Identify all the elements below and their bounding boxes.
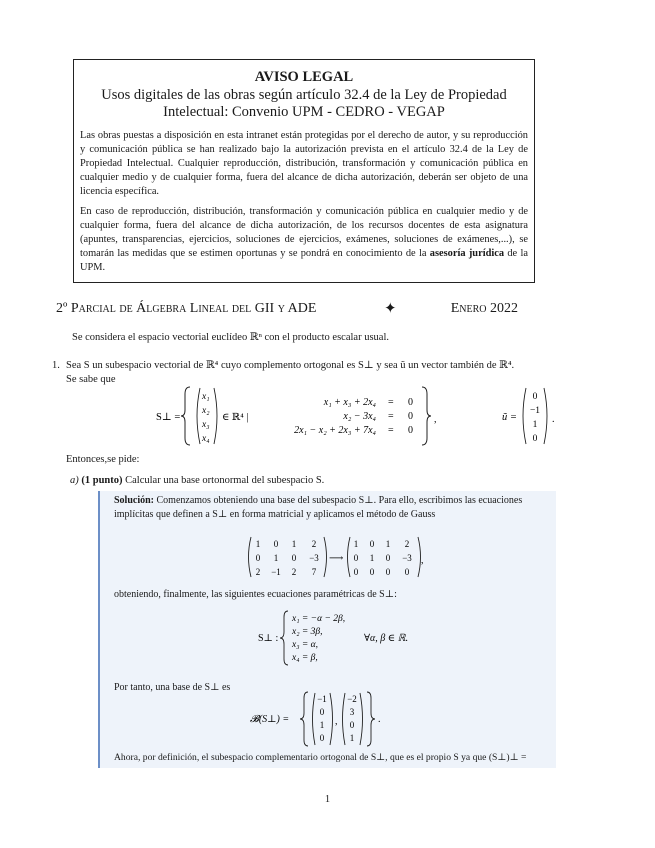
mb-r2c3: 0 [385,553,391,563]
solution-box [98,491,556,768]
basis-v1-2: 0 [319,707,325,717]
svg-text:,: , [335,716,338,727]
mb-r2c4: −3 [402,553,412,563]
star-ornament-icon: ✦ [384,301,397,317]
legal-notice-box [73,59,535,283]
gauss-arrow: ⟶ [329,553,344,564]
ma-r1c1: 1 [255,539,261,549]
equation-1-lhs: x₁ + x₃ + 2x₄ [323,397,376,408]
set-definition-formula [150,384,490,448]
equation-2-rhs: 0 [408,411,413,422]
ma-r3c4: 7 [311,567,317,577]
parametric-equations [258,608,418,668]
ma-r1c4: 2 [311,539,317,549]
mb-r3c4: 0 [404,567,410,577]
mb-r1c3: 1 [385,539,391,549]
basis-label: 𝓑(S⊥) = [250,714,290,725]
intro-text: Se considera el espacio vectorial euclídeo ℝⁿ con el producto escalar usual. [72,332,389,343]
u-value-4: 0 [532,434,538,444]
gauss-matrices [246,535,426,579]
ma-r3c1: 2 [255,567,261,577]
solution-line4: Por tanto, una base de S⊥ es [114,682,231,693]
mb-r1c1: 1 [353,539,359,549]
equation-3-lhs: 2x₁ − x₂ + 2x₃ + 7x₄ [294,425,376,436]
notice-title: AVISO LEGAL [254,69,354,85]
param-eq-2: x₂ = 3β, [292,627,323,637]
basis-v2-3: 0 [349,720,355,730]
ma-r2c3: 0 [291,553,297,563]
basis-v1-3: 1 [319,720,325,730]
equation-3-rhs: 0 [408,425,413,436]
exam-date: Enero 2022 [450,301,518,316]
u-value-2: −1 [529,406,541,416]
u-label: ũ = [502,412,517,423]
solution-line3: obteniendo, finalmente, las siguientes ecuaciones paramétricas de S⊥: [114,589,397,600]
ma-r3c3: 2 [291,567,297,577]
mb-r1c2: 0 [369,539,375,549]
problem-number: 1. [52,360,60,371]
u-vector-formula [502,384,562,448]
basis-v1-1: −1 [317,694,327,704]
mb-r2c1: 0 [353,553,359,563]
ma-r2c2: 1 [273,553,279,563]
basis-v2-4: 1 [349,733,355,743]
solution-label: Solución: [114,495,155,506]
var-x2: x₂ [202,406,210,416]
svg-text:.: . [378,714,381,725]
exam-title: 2º Parcial de Álgebra Lineal del GII y ADE [56,301,317,316]
notice-subtitle [80,87,528,121]
u-value-1: 0 [532,392,538,402]
var-x4: x₄ [202,434,210,444]
notice-subtitle-line2: Intelectual: Convenio UPM - CEDRO - VEGAP [163,104,445,120]
ma-r2c1: 0 [255,553,261,563]
equation-1-rhs: 0 [408,397,413,408]
mb-r3c3: 0 [385,567,391,577]
problem-statement-line2: Se sabe que [66,374,116,385]
basis-v1-4: 0 [319,733,325,743]
var-x3: x₃ [202,420,210,430]
svg-text:,: , [434,414,437,425]
basis-v2-2: 3 [349,707,355,717]
solution-line1-text: Comenzamos obteniendo una base del subespacio S⊥. Para ello, escribimos las ecuaciones [156,495,523,506]
svg-text:.: . [552,414,555,425]
basis-v2-1: −2 [347,694,357,704]
mb-r2c2: 1 [369,553,375,563]
ma-r1c2: 0 [273,539,279,549]
page-number: 1 [324,794,331,805]
problem-statement-line1: Sea S un subespacio vectorial de ℝ⁴ cuyo complemento ortogonal es S⊥ y sea ũ un vector también de ℝ⁴. [66,360,515,371]
part-a-text: Calcular una base ortonormal del subespacio S. [125,475,325,486]
solution-line2: implícitas que definen a S⊥ en forma matricial y aplicamos el método de Gauss [114,509,436,520]
notice-p2-start: En caso de reproducción, distribución, transformación y comunicación pública en cualquier medio y de cualquier forma, fuera del alcance de dicha autorización, de los recursos docentes de esta asignatura (apuntes, transparencias, ejercicios, soluciones de ejercicios, exámenes, soluciones de exámenes,...), se tomarán las medidas que se estimen oportunas y se pondrá en conocimiento de la [80,206,528,259]
param-eq-1: x₁ = −α − 2β, [292,614,346,624]
in-r4: ∈ ℝ⁴ | [222,412,249,423]
var-x1: x₁ [202,392,210,402]
then-text: Entonces,se pide: [66,454,140,465]
notice-subtitle-line1: Usos digitales de las obras según artículo 32.4 de la Ley de Propiedad [101,87,507,103]
mb-r3c1: 0 [353,567,359,577]
param-eq-4: x₄ = β, [292,653,318,663]
equation-2-lhs: x₂ − 3x₄ [343,411,376,422]
param-label: S⊥ : [258,633,279,644]
mb-r1c4: 2 [404,539,410,549]
notice-paragraph-1: Las obras puestas a disposición en esta intranet están protegidas por el derecho de autor, y su reproducción y comunicación pública se han realizado bajo la autorización prevista en el artículo 32.4 de la Ley de Propiedad Intelectual. Cualquier reproducción, distribución, transformación y comunicación pública en cualquier medio y de cualquier forma, fuera del alcance de dicha autorización, deberán ser objeto de una licencia específica. [80,130,528,197]
eq-sign-2: = [388,411,394,422]
solution-line1 [114,494,522,508]
mb-r3c2: 0 [369,567,375,577]
eq-sign-1: = [388,397,394,408]
ma-r1c3: 1 [291,539,297,549]
basis-formula [250,690,390,748]
part-a [70,474,324,488]
set-label: S⊥ = [156,412,181,423]
notice-p2-end: de la UPM. [80,248,528,273]
ma-r2c4: −3 [309,553,319,563]
notice-paragraph-2 [80,205,528,275]
param-forall: ∀α, β ∈ ℝ. [364,633,409,644]
part-a-points: (1 punto) [81,475,123,486]
u-value-3: 1 [532,420,538,430]
notice-p2-bold: asesoría jurídica [429,248,505,259]
svg-text:,: , [421,555,424,566]
ma-r3c2: −1 [271,567,281,577]
param-eq-3: x₃ = α, [292,640,319,650]
eq-sign-3: = [388,425,394,436]
solution-line5: Ahora, por definición, el subespacio complementario ortogonal de S⊥, que es el propio S ya que (S⊥)⊥ = [114,752,527,763]
part-a-label: a) [70,475,79,486]
